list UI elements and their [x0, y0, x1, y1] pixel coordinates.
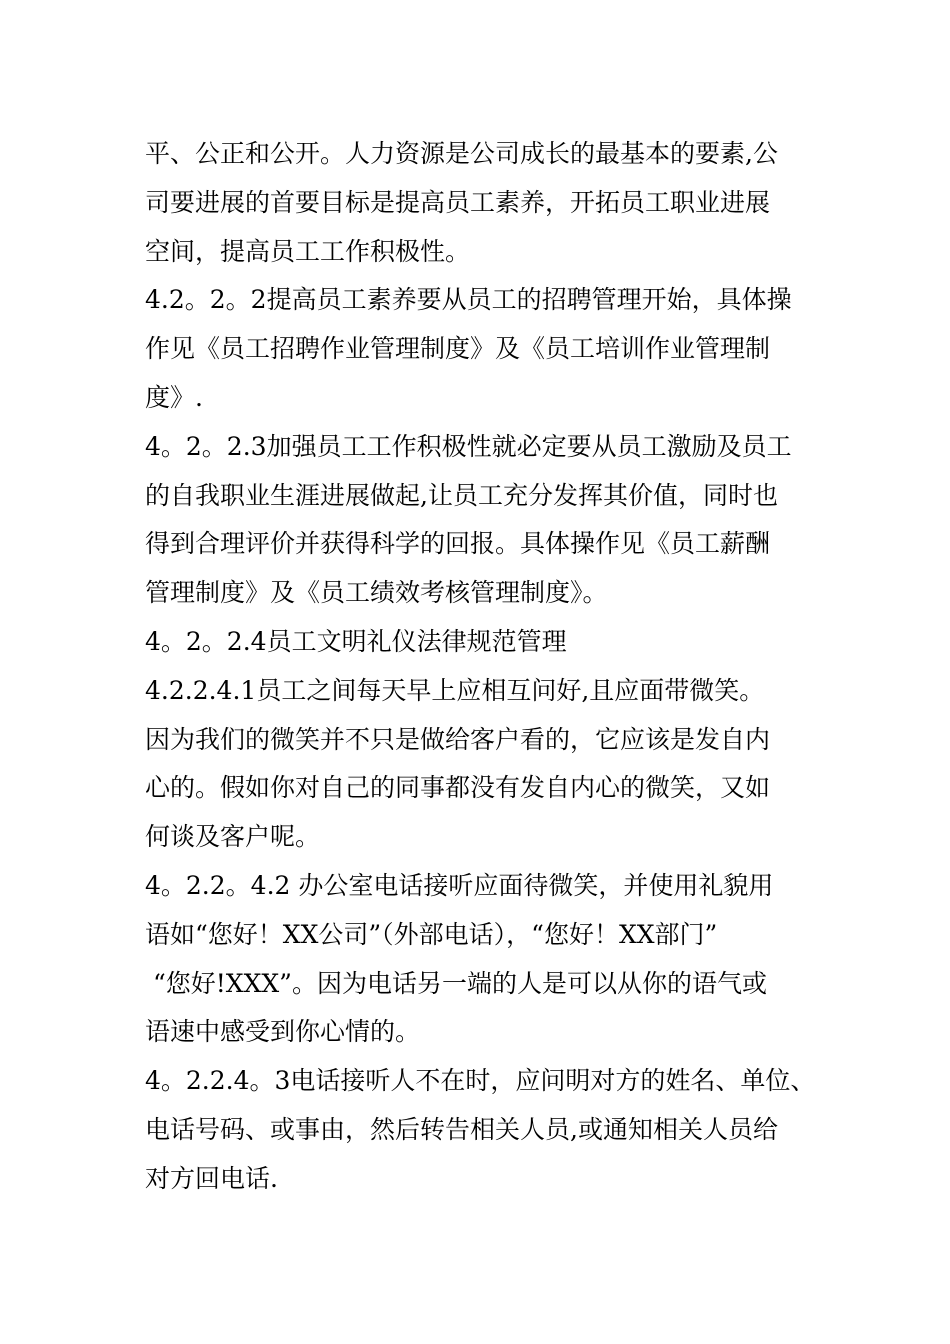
text-line: 心的。假如你对自己的同事都没有发自内心的微笑，又如	[145, 773, 771, 803]
text-line: 语速中感受到你心情的。	[145, 1017, 421, 1047]
text-line: 度》.	[145, 382, 203, 412]
text-line: 的自我职业生涯进展做起,让员工充分发挥其价值，同时也	[145, 480, 778, 510]
text-line: 作见《员工招聘作业管理制度》及《员工培训作业管理制	[145, 334, 771, 364]
text-line: 4.2。2。2提高员工素养要从员工的招聘管理开始，具体操	[145, 285, 792, 315]
text-line: “您好!XXX”。因为电话另一端的人是可以从你的语气或	[145, 968, 767, 998]
text-line: 司要进展的首要目标是提高员工素养，开拓员工职业进展	[145, 187, 771, 217]
document-body	[145, 130, 815, 1204]
text-line: 4.2.2.4.1员工之间每天早上应相互问好,且应面带微笑。	[145, 675, 765, 705]
text-line: 电话号码、或事由，然后转告相关人员,或通知相关人员给	[145, 1114, 778, 1144]
text-line: 对方回电话.	[145, 1163, 278, 1193]
text-line: 空间，提高员工工作积极性。	[145, 236, 471, 266]
text-line: 因为我们的微笑并不只是做给客户看的，它应该是发自内	[145, 724, 771, 754]
text-line: 何谈及客户呢。	[145, 822, 321, 852]
text-line: 平、公正和公开。人力资源是公司成长的最基本的要素,公	[145, 139, 778, 168]
text-line: 4。2。2.4员工文明礼仪法律规范管理	[145, 626, 567, 656]
text-line: 得到合理评价并获得科学的回报。具体操作见《员工薪酬	[145, 529, 771, 559]
text-line: 4。2.2。4.2 办公室电话接听应面待微笑，并使用礼貌用	[145, 870, 774, 900]
text-line: 4。2。2.3加强员工工作积极性就必定要从员工激励及员工	[145, 431, 792, 461]
text-line: 管理制度》及《员工绩效考核管理制度》。	[145, 578, 608, 608]
text-line: 语如“您好！XX公司”（外部电话），“您好！XX部门”	[145, 919, 718, 949]
text-line: 4。2.2.4。3电话接听人不在时，应问明对方的姓名、单位、	[145, 1066, 815, 1096]
